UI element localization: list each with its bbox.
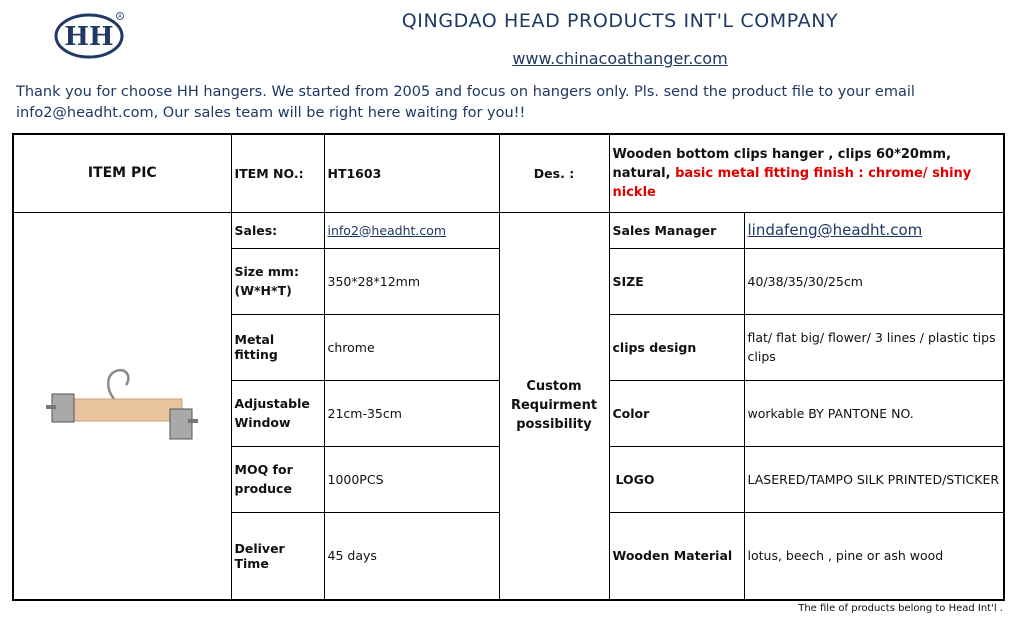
svg-text:HH: HH: [64, 22, 114, 52]
logo-value: LASERED/TAMPO SILK PRINTED/STICKER: [744, 446, 1004, 512]
company-name: QINGDAO HEAD PRODUCTS INT'L COMPANY: [401, 10, 839, 32]
company-logo: [54, 10, 128, 60]
moq-value: 1000PCS: [324, 446, 499, 512]
sales-label: Sales:: [231, 212, 324, 248]
adjustable-window-value: 21cm-35cm: [324, 380, 499, 446]
color-label: Color: [609, 380, 744, 446]
logo-label: LOGO: [609, 446, 744, 512]
sales-manager-email[interactable]: lindafeng@headht.com: [744, 212, 1004, 248]
product-spec-table: [12, 133, 1005, 601]
des-label: Des. :: [499, 134, 609, 212]
description-text: Wooden bottom clips hanger , clips 60*20mm, natural,: [612, 146, 952, 181]
metal-fitting-label: Metal fitting: [231, 314, 324, 380]
deliver-time-label: Deliver Time: [231, 512, 324, 600]
size-mm-value: 350*28*12mm: [324, 248, 499, 314]
size-value: 40/38/35/30/25cm: [744, 248, 1004, 314]
metal-fitting-value: chrome: [324, 314, 499, 380]
wooden-material-value: lotus, beech , pine or ash wood: [744, 512, 1004, 600]
item-pic-cell: [13, 212, 231, 600]
sales-email[interactable]: info2@headht.com: [324, 212, 499, 248]
moq-label: MOQ for produce: [231, 446, 324, 512]
deliver-time-value: 45 days: [324, 512, 499, 600]
description-finish: basic metal fitting finish : chrome/ shiny nickle: [612, 165, 972, 200]
website-link[interactable]: www.chinacoathanger.com: [512, 49, 728, 68]
clips-design-value: flat/ flat big/ flower/ 3 lines / plastic tips clips: [744, 314, 1004, 380]
size-label: SIZE: [609, 248, 744, 314]
custom-requirement-label: Custom Requirment possibility: [499, 212, 609, 600]
sales-manager-label: Sales Manager: [609, 212, 744, 248]
svg-text:R: R: [118, 14, 122, 20]
wooden-material-label: Wooden Material: [609, 512, 744, 600]
hanger-image: [42, 361, 202, 451]
item-pic-label: ITEM PIC: [13, 134, 231, 212]
item-no-value: HT1603: [324, 134, 499, 212]
adjustable-window-label: Adjustable Window: [231, 380, 324, 446]
clips-design-label: clips design: [609, 314, 744, 380]
color-value: workable BY PANTONE NO.: [744, 380, 1004, 446]
description: [609, 134, 1004, 212]
size-mm-label: Size mm: (W*H*T): [231, 248, 324, 314]
footer-note: The file of products belong to Head Int'l .: [798, 603, 1003, 614]
intro-text: Thank you for choose HH hangers. We started from 2005 and focus on hangers only. Pls. send the product file to your email info2@headht.com, Our sales team will be right here waiting for you!!: [16, 84, 915, 121]
item-no-label: ITEM NO.:: [231, 134, 324, 212]
